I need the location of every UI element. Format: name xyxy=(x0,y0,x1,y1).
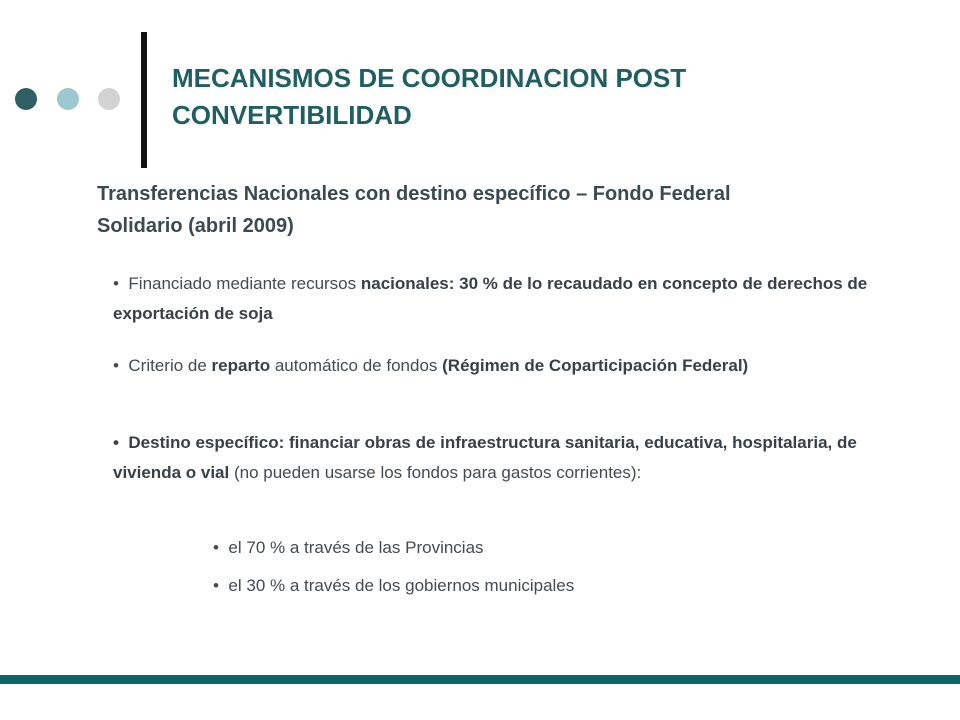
bullet-destination-emphasis: Destino específico: financiar obras de infraestructura sanitaria, educativa, hospitalaria, de vivienda o vial xyxy=(113,433,857,482)
title-divider xyxy=(141,32,147,168)
bullet-glyph: • xyxy=(113,356,119,375)
decorative-dot-light xyxy=(57,88,79,110)
sub-bullet-provinces xyxy=(213,533,813,563)
bullet-distribution-emphasis-a: reparto xyxy=(211,356,271,375)
bullet-financing xyxy=(113,269,903,329)
sub-bullet-provinces-text: el 70 % a través de las Provincias xyxy=(228,538,484,557)
slide-subtitle-line1: Transferencias Nacionales con destino específico – Fondo Federal xyxy=(97,183,731,205)
bullet-distribution-text-b: automático de fondos xyxy=(270,356,443,375)
bullet-glyph: • xyxy=(113,433,119,452)
slide-subtitle-line2: Solidario (abril 2009) xyxy=(97,215,294,237)
bullet-distribution xyxy=(113,351,903,381)
sub-bullet-municipalities xyxy=(213,571,813,601)
decorative-dot-grey xyxy=(98,88,120,110)
slide-title-line1: MECANISMOS DE COORDINACION POST xyxy=(172,63,687,93)
bullet-glyph: • xyxy=(213,576,219,595)
bullet-financing-text: Financiado mediante recursos xyxy=(128,274,361,293)
footer-bar xyxy=(0,675,960,684)
sub-bullet-municipalities-text: el 30 % a través de los gobiernos municipales xyxy=(228,576,575,595)
decorative-dot-dark xyxy=(15,88,37,110)
slide-title xyxy=(172,60,932,134)
bullet-destination xyxy=(113,428,903,488)
slide-subtitle xyxy=(97,178,897,242)
bullet-financing-emphasis: nacionales: 30 % de lo recaudado en concepto de derechos de exportación de soja xyxy=(113,274,868,323)
bullet-glyph: • xyxy=(213,538,219,557)
slide-title-line2: CONVERTIBILIDAD xyxy=(172,100,412,130)
bullet-distribution-emphasis-b: (Régimen de Coparticipación Federal) xyxy=(442,356,749,375)
bullet-destination-text: (no pueden usarse los fondos para gastos corrientes): xyxy=(229,463,642,482)
bullet-glyph: • xyxy=(113,274,119,293)
bullet-distribution-text-a: Criterio de xyxy=(128,356,212,375)
